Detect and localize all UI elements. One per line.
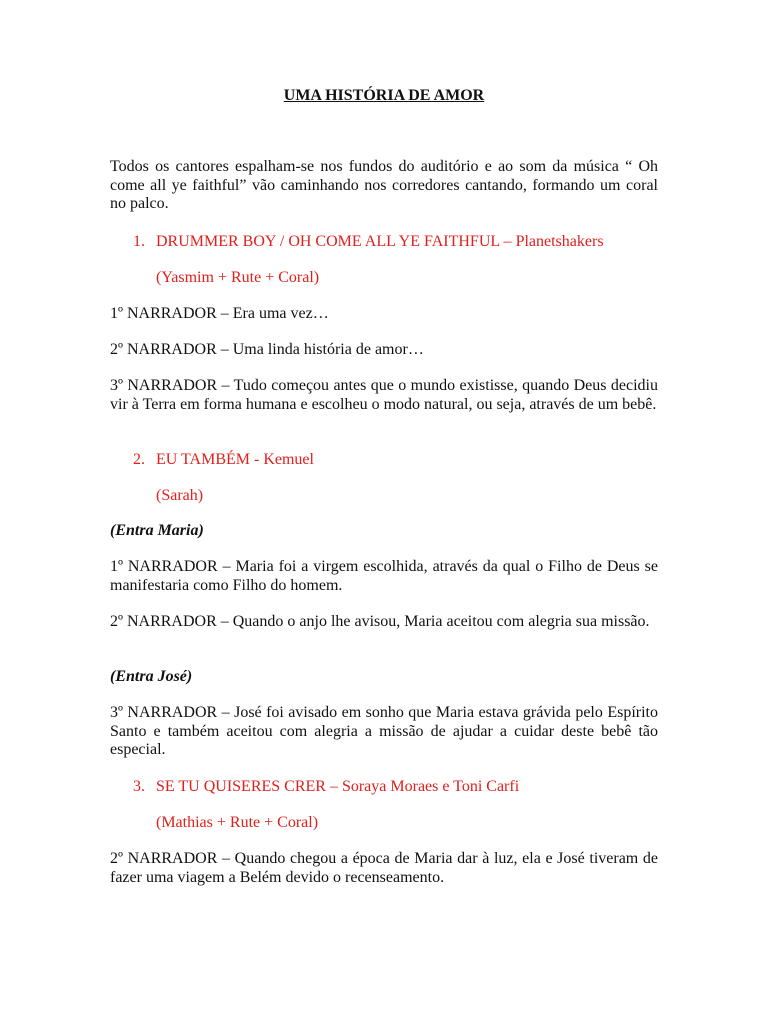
song-number-2: 2. bbox=[133, 451, 145, 468]
song-number-3: 3. bbox=[133, 778, 145, 795]
narration-line: 2º NARRADOR – Quando chegou a época de Maria dar à luz, ela e José tiveram de fazer uma viagem a Belém devido o recenseamento. bbox=[110, 850, 658, 886]
song-title-3: SE TU QUISERES CRER – Soraya Moraes e Toni Carfi bbox=[156, 778, 520, 795]
intro-paragraph: Todos os cantores espalham-se nos fundos do auditório e ao som da música “ Oh come all ye faithful” vão caminhando nos corredores cantando, formando um coral no palco. bbox=[110, 158, 658, 212]
narration-line: 2º NARRADOR – Quando o anjo lhe avisou, Maria aceitou com alegria sua missão. bbox=[110, 613, 650, 630]
song-title-1: DRUMMER BOY / OH COME ALL YE FAITHFUL – Planetshakers bbox=[156, 233, 604, 250]
song-title-2: EU TAMBÉM - Kemuel bbox=[156, 451, 314, 468]
stage-direction: (Entra Maria) bbox=[110, 522, 204, 539]
narration-line: 1º NARRADOR – Maria foi a virgem escolhida, através da qual o Filho de Deus se manifestaria como Filho do homem. bbox=[110, 558, 658, 594]
narration-line: 1º NARRADOR – Era uma vez… bbox=[110, 305, 329, 322]
document-title: UMA HISTÓRIA DE AMOR bbox=[283, 87, 485, 104]
song-singers-2: (Sarah) bbox=[156, 487, 204, 504]
narration-line: 3º NARRADOR – Tudo começou antes que o mundo existisse, quando Deus decidiu vir à Terra em forma humana e escolheu o modo natural, ou seja, através de um bebê. bbox=[110, 377, 658, 413]
stage-direction: (Entra José) bbox=[110, 668, 193, 685]
narration-line: 2º NARRADOR – Uma linda história de amor… bbox=[110, 341, 424, 358]
song-singers-1: (Yasmim + Rute + Coral) bbox=[156, 269, 320, 286]
narration-line: 3º NARRADOR – José foi avisado em sonho que Maria estava grávida pelo Espírito Santo e também aceitou com alegria a missão de ajudar a cuidar deste bebê tão especial. bbox=[110, 704, 658, 758]
song-singers-3: (Mathias + Rute + Coral) bbox=[156, 814, 319, 831]
song-number-1: 1. bbox=[133, 233, 145, 250]
